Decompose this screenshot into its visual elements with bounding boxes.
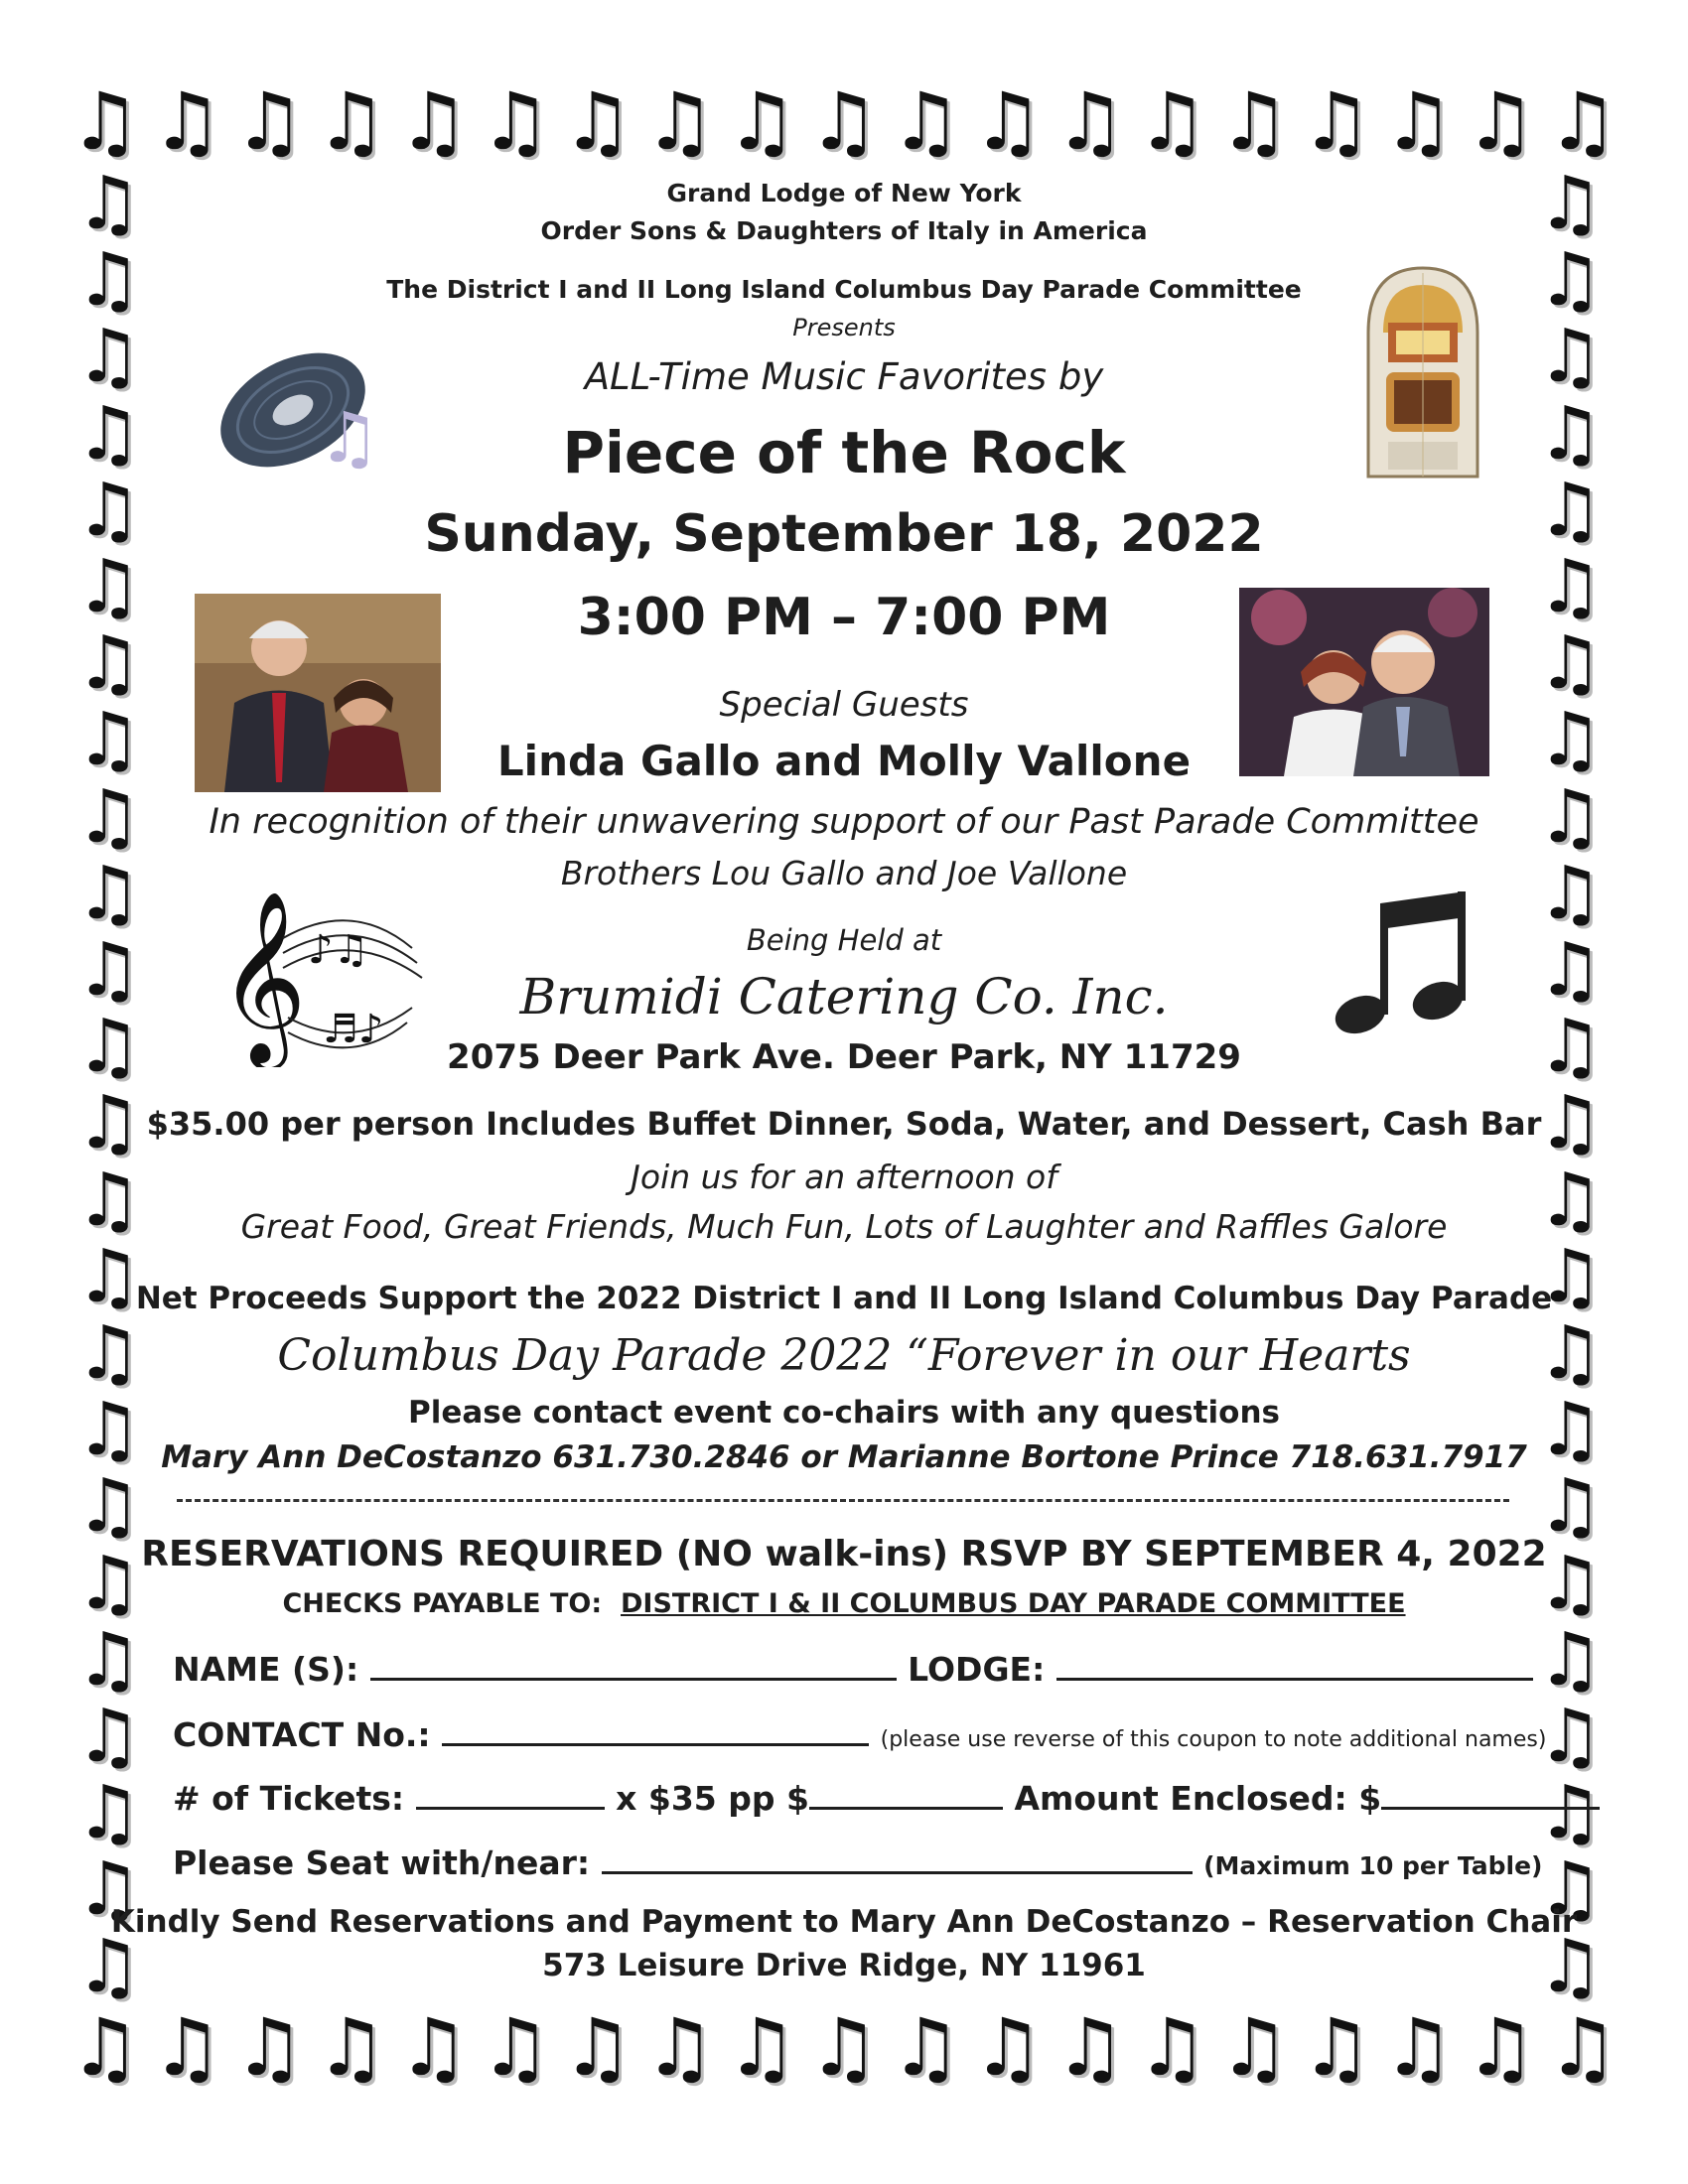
beamed-eighth-notes-icon: ♫ (562, 2001, 633, 2094)
beamed-eighth-notes-icon: ♫ (233, 75, 306, 168)
beamed-eighth-notes-icon: ♫ (75, 620, 142, 707)
beamed-eighth-notes-icon: ♫ (1537, 1923, 1604, 2009)
beamed-eighth-notes-icon: ♫ (70, 2001, 141, 2094)
svg-text:♫: ♫ (318, 397, 380, 478)
beamed-eighth-notes-icon: ♫ (316, 2001, 387, 2094)
beamed-eighth-notes-icon: ♫ (1537, 1004, 1604, 1090)
beamed-eighth-notes-icon: ♫ (75, 850, 142, 936)
header-line-3: The District I and II Long Island Columbus Day Parade Committee (386, 275, 1302, 304)
beamed-eighth-notes-icon: ♫ (1537, 773, 1604, 860)
beamed-eighth-notes-icon: ♫ (75, 390, 142, 477)
contact-field[interactable] (442, 1713, 869, 1746)
venue-name: Brumidi Catering Co. Inc. (519, 968, 1169, 1025)
join-line-1: Join us for an afternoon of (631, 1158, 1057, 1196)
checks-label: CHECKS PAYABLE TO: (282, 1588, 603, 1619)
beamed-eighth-notes-icon: ♫ (75, 927, 142, 1014)
name-label: NAME (S): (173, 1650, 359, 1689)
beamed-eighth-notes-icon: ♫ (480, 2001, 552, 2094)
beamed-eighth-notes-icon: ♫ (726, 2001, 798, 2094)
beamed-eighth-notes-icon: ♫ (1537, 237, 1604, 324)
ticket-total-field[interactable] (809, 1777, 1003, 1810)
border-top (70, 77, 1618, 167)
svg-text:♪♫: ♪♫ (308, 927, 369, 973)
beamed-eighth-notes-icon: ♫ (1218, 75, 1291, 168)
beamed-eighth-notes-icon: ♫ (1537, 1387, 1604, 1473)
beamed-eighth-notes-icon: ♫ (75, 1387, 142, 1473)
seat-label: Please Seat with/near: (173, 1843, 591, 1882)
beamed-eighth-notes-icon: ♫ (562, 75, 633, 168)
tickets-label: # of Tickets: (173, 1779, 405, 1818)
beamed-eighth-notes-icon: ♫ (1465, 2001, 1537, 2094)
beamed-eighth-notes-icon: ♫ (1537, 1157, 1604, 1243)
parade-theme: Columbus Day Parade 2022 “Forever in our Hearts (277, 1330, 1411, 1381)
beamed-eighth-notes-icon: ♫ (151, 2001, 223, 2094)
beamed-eighth-notes-icon: ♫ (75, 1233, 142, 1319)
beamed-eighth-notes-icon: ♫ (75, 1310, 142, 1397)
beamed-eighth-notes-icon: ♫ (70, 75, 141, 168)
beamed-eighth-notes-icon: ♫ (1537, 620, 1604, 707)
seat-note: (Maximum 10 per Table) (1203, 1851, 1543, 1880)
beamed-eighth-notes-icon: ♫ (1537, 1846, 1604, 1933)
beamed-eighth-notes-icon: ♫ (1547, 75, 1618, 168)
contact-intro: Please contact event co-chairs with any questions (408, 1395, 1280, 1431)
beamed-eighth-notes-icon: ♫ (75, 314, 142, 400)
beamed-eighth-notes-icon: ♫ (1537, 1233, 1604, 1319)
beamed-eighth-notes-icon: ♫ (480, 75, 552, 168)
beamed-eighth-notes-icon: ♫ (1301, 2001, 1372, 2094)
beamed-eighth-notes-icon: ♫ (1537, 1310, 1604, 1397)
tickets-field[interactable] (416, 1777, 605, 1810)
coupon-cut-line (177, 1499, 1509, 1502)
venue-address: 2075 Deer Park Ave. Deer Park, NY 11729 (447, 1037, 1241, 1077)
price-line: $35.00 per person Includes Buffet Dinner, Soda, Water, and Dessert, Cash Bar (146, 1105, 1542, 1143)
seat-row (173, 1842, 1542, 1882)
event-time: 3:00 PM – 7:00 PM (577, 588, 1111, 647)
beamed-eighth-notes-icon: ♫ (1547, 2001, 1618, 2094)
beamed-eighth-notes-icon: ♫ (1537, 161, 1604, 246)
beamed-eighth-notes-icon: ♫ (1301, 75, 1372, 168)
beamed-eighth-notes-icon: ♫ (397, 2001, 470, 2094)
beamed-eighth-notes-icon: ♫ (233, 2001, 306, 2094)
beamed-eighth-notes-icon: ♫ (75, 1616, 142, 1703)
guests-label: Special Guests (719, 685, 969, 725)
beamed-eighth-notes-icon: ♫ (75, 1540, 142, 1626)
beamed-eighth-notes-icon: ♫ (808, 75, 880, 168)
presents-text: Presents (792, 314, 896, 341)
held-at-label: Being Held at (746, 923, 942, 957)
beamed-eighth-notes-icon: ♫ (1382, 2001, 1455, 2094)
beamed-eighth-notes-icon: ♫ (75, 467, 142, 553)
beamed-eighth-notes-icon: ♫ (1055, 75, 1126, 168)
beamed-eighth-notes-icon: ♫ (972, 75, 1045, 168)
tickets-row (173, 1777, 1600, 1818)
lodge-field[interactable] (1056, 1648, 1533, 1681)
beamed-eighth-notes-icon: ♫ (1537, 544, 1604, 630)
beamed-eighth-notes-icon: ♫ (1537, 1770, 1604, 1856)
beamed-eighth-notes-icon: ♫ (1537, 1694, 1604, 1780)
beamed-eighth-notes-icon: ♫ (1537, 390, 1604, 477)
contact-label: CONTACT No.: (173, 1715, 431, 1754)
beamed-eighth-notes-icon: ♫ (1537, 1463, 1604, 1550)
beamed-eighth-notes-icon: ♫ (1537, 927, 1604, 1014)
beamed-eighth-notes-icon: ♫ (75, 1694, 142, 1780)
beamed-eighth-notes-icon: ♫ (75, 773, 142, 860)
reservations-heading: RESERVATIONS REQUIRED (NO walk-ins) RSVP BY SEPTEMBER 4, 2022 (141, 1534, 1547, 1574)
checks-payable (0, 1588, 1688, 1619)
beamed-eighth-notes-icon: ♫ (316, 75, 387, 168)
beamed-eighth-notes-icon: ♫ (808, 2001, 880, 2094)
co-chair-contacts: Mary Ann DeCostanzo 631.730.2846 or Marianne Bortone Prince 718.631.7917 (161, 1439, 1527, 1475)
beamed-eighth-notes-icon: ♫ (75, 1157, 142, 1243)
guests-names: Linda Gallo and Molly Vallone (496, 737, 1192, 785)
beamed-eighth-notes-icon: ♫ (75, 1463, 142, 1550)
lodge-label: LODGE: (908, 1650, 1046, 1689)
amount-enclosed-label: Amount Enclosed: $ (1014, 1779, 1382, 1818)
beamed-eighth-notes-icon: ♫ (151, 75, 223, 168)
name-field[interactable] (370, 1648, 897, 1681)
beamed-eighth-notes-icon: ♫ (1218, 2001, 1291, 2094)
checks-payee: DISTRICT I & II COLUMBUS DAY PARADE COMMITTEE (621, 1588, 1406, 1619)
beamed-eighth-notes-icon: ♫ (972, 2001, 1045, 2094)
beamed-eighth-notes-icon: ♫ (726, 75, 798, 168)
beamed-eighth-notes-icon: ♫ (1055, 2001, 1126, 2094)
beamed-eighth-notes-icon: ♫ (1537, 850, 1604, 936)
beamed-eighth-notes-icon: ♫ (75, 1846, 142, 1933)
beamed-eighth-notes-icon: ♫ (75, 1770, 142, 1856)
beamed-eighth-notes-icon: ♫ (75, 1923, 142, 2009)
beamed-eighth-notes-icon: ♫ (1537, 1540, 1604, 1626)
join-line-2: Great Food, Great Friends, Much Fun, Lots of Laughter and Raffles Galore (240, 1207, 1448, 1246)
beamed-eighth-notes-icon: ♫ (1537, 697, 1604, 783)
send-address: 573 Leisure Drive Ridge, NY 11961 (542, 1948, 1146, 1983)
beamed-eighth-notes-icon: ♫ (890, 75, 962, 168)
contact-note: (please use reverse of this coupon to note additional names) (880, 1727, 1547, 1752)
beamed-eighth-notes-icon: ♫ (643, 2001, 716, 2094)
price-per-person-label: x $35 pp $ (616, 1779, 809, 1818)
seat-field[interactable] (602, 1842, 1193, 1874)
amount-enclosed-field[interactable] (1381, 1777, 1600, 1810)
beamed-eighth-notes-icon: ♫ (75, 697, 142, 783)
contact-row (173, 1713, 1546, 1754)
beamed-eighth-notes-icon: ♫ (1537, 314, 1604, 400)
beamed-eighth-notes-icon: ♫ (643, 75, 716, 168)
beamed-eighth-notes-icon: ♫ (1382, 75, 1455, 168)
header-line-2: Order Sons & Daughters of Italy in America (540, 216, 1148, 245)
beamed-eighth-notes-icon: ♫ (1136, 2001, 1208, 2094)
send-line: Kindly Send Reservations and Payment to Mary Ann DeCostanzo – Reservation Chair (110, 1904, 1578, 1940)
recognition-line-2: Brothers Lou Gallo and Joe Vallone (560, 854, 1128, 892)
beamed-eighth-notes-icon: ♫ (1537, 1080, 1604, 1166)
band-name: Piece of the Rock (562, 419, 1126, 486)
event-date: Sunday, September 18, 2022 (424, 504, 1264, 564)
beamed-eighth-notes-icon: ♫ (1537, 1616, 1604, 1703)
svg-text:𝄞: 𝄞 (218, 890, 307, 1063)
beamed-eighth-notes-icon: ♫ (1136, 75, 1208, 168)
beamed-eighth-notes-icon: ♫ (890, 2001, 962, 2094)
proceeds-line: Net Proceeds Support the 2022 District I and II Long Island Columbus Day Parade (135, 1281, 1553, 1316)
beamed-eighth-notes-icon: ♫ (75, 1080, 142, 1166)
beamed-eighth-notes-icon: ♫ (75, 161, 142, 246)
beamed-eighth-notes-icon: ♫ (75, 544, 142, 630)
intro-text: ALL-Time Music Favorites by (584, 355, 1104, 398)
name-row (173, 1648, 1533, 1689)
beamed-eighth-notes-icon: ♫ (397, 75, 470, 168)
beamed-eighth-notes-icon: ♫ (75, 1004, 142, 1090)
recognition-line-1: In recognition of their unwavering support of our Past Parade Committee (209, 802, 1479, 842)
header-line-1: Grand Lodge of New York (666, 179, 1022, 207)
beamed-eighth-notes-icon: ♫ (1465, 75, 1537, 168)
beamed-eighth-notes-icon: ♫ (75, 237, 142, 324)
border-bottom (70, 2003, 1618, 2093)
beamed-eighth-notes-icon: ♫ (1537, 467, 1604, 553)
svg-text:♬♪: ♬♪ (323, 1007, 384, 1052)
